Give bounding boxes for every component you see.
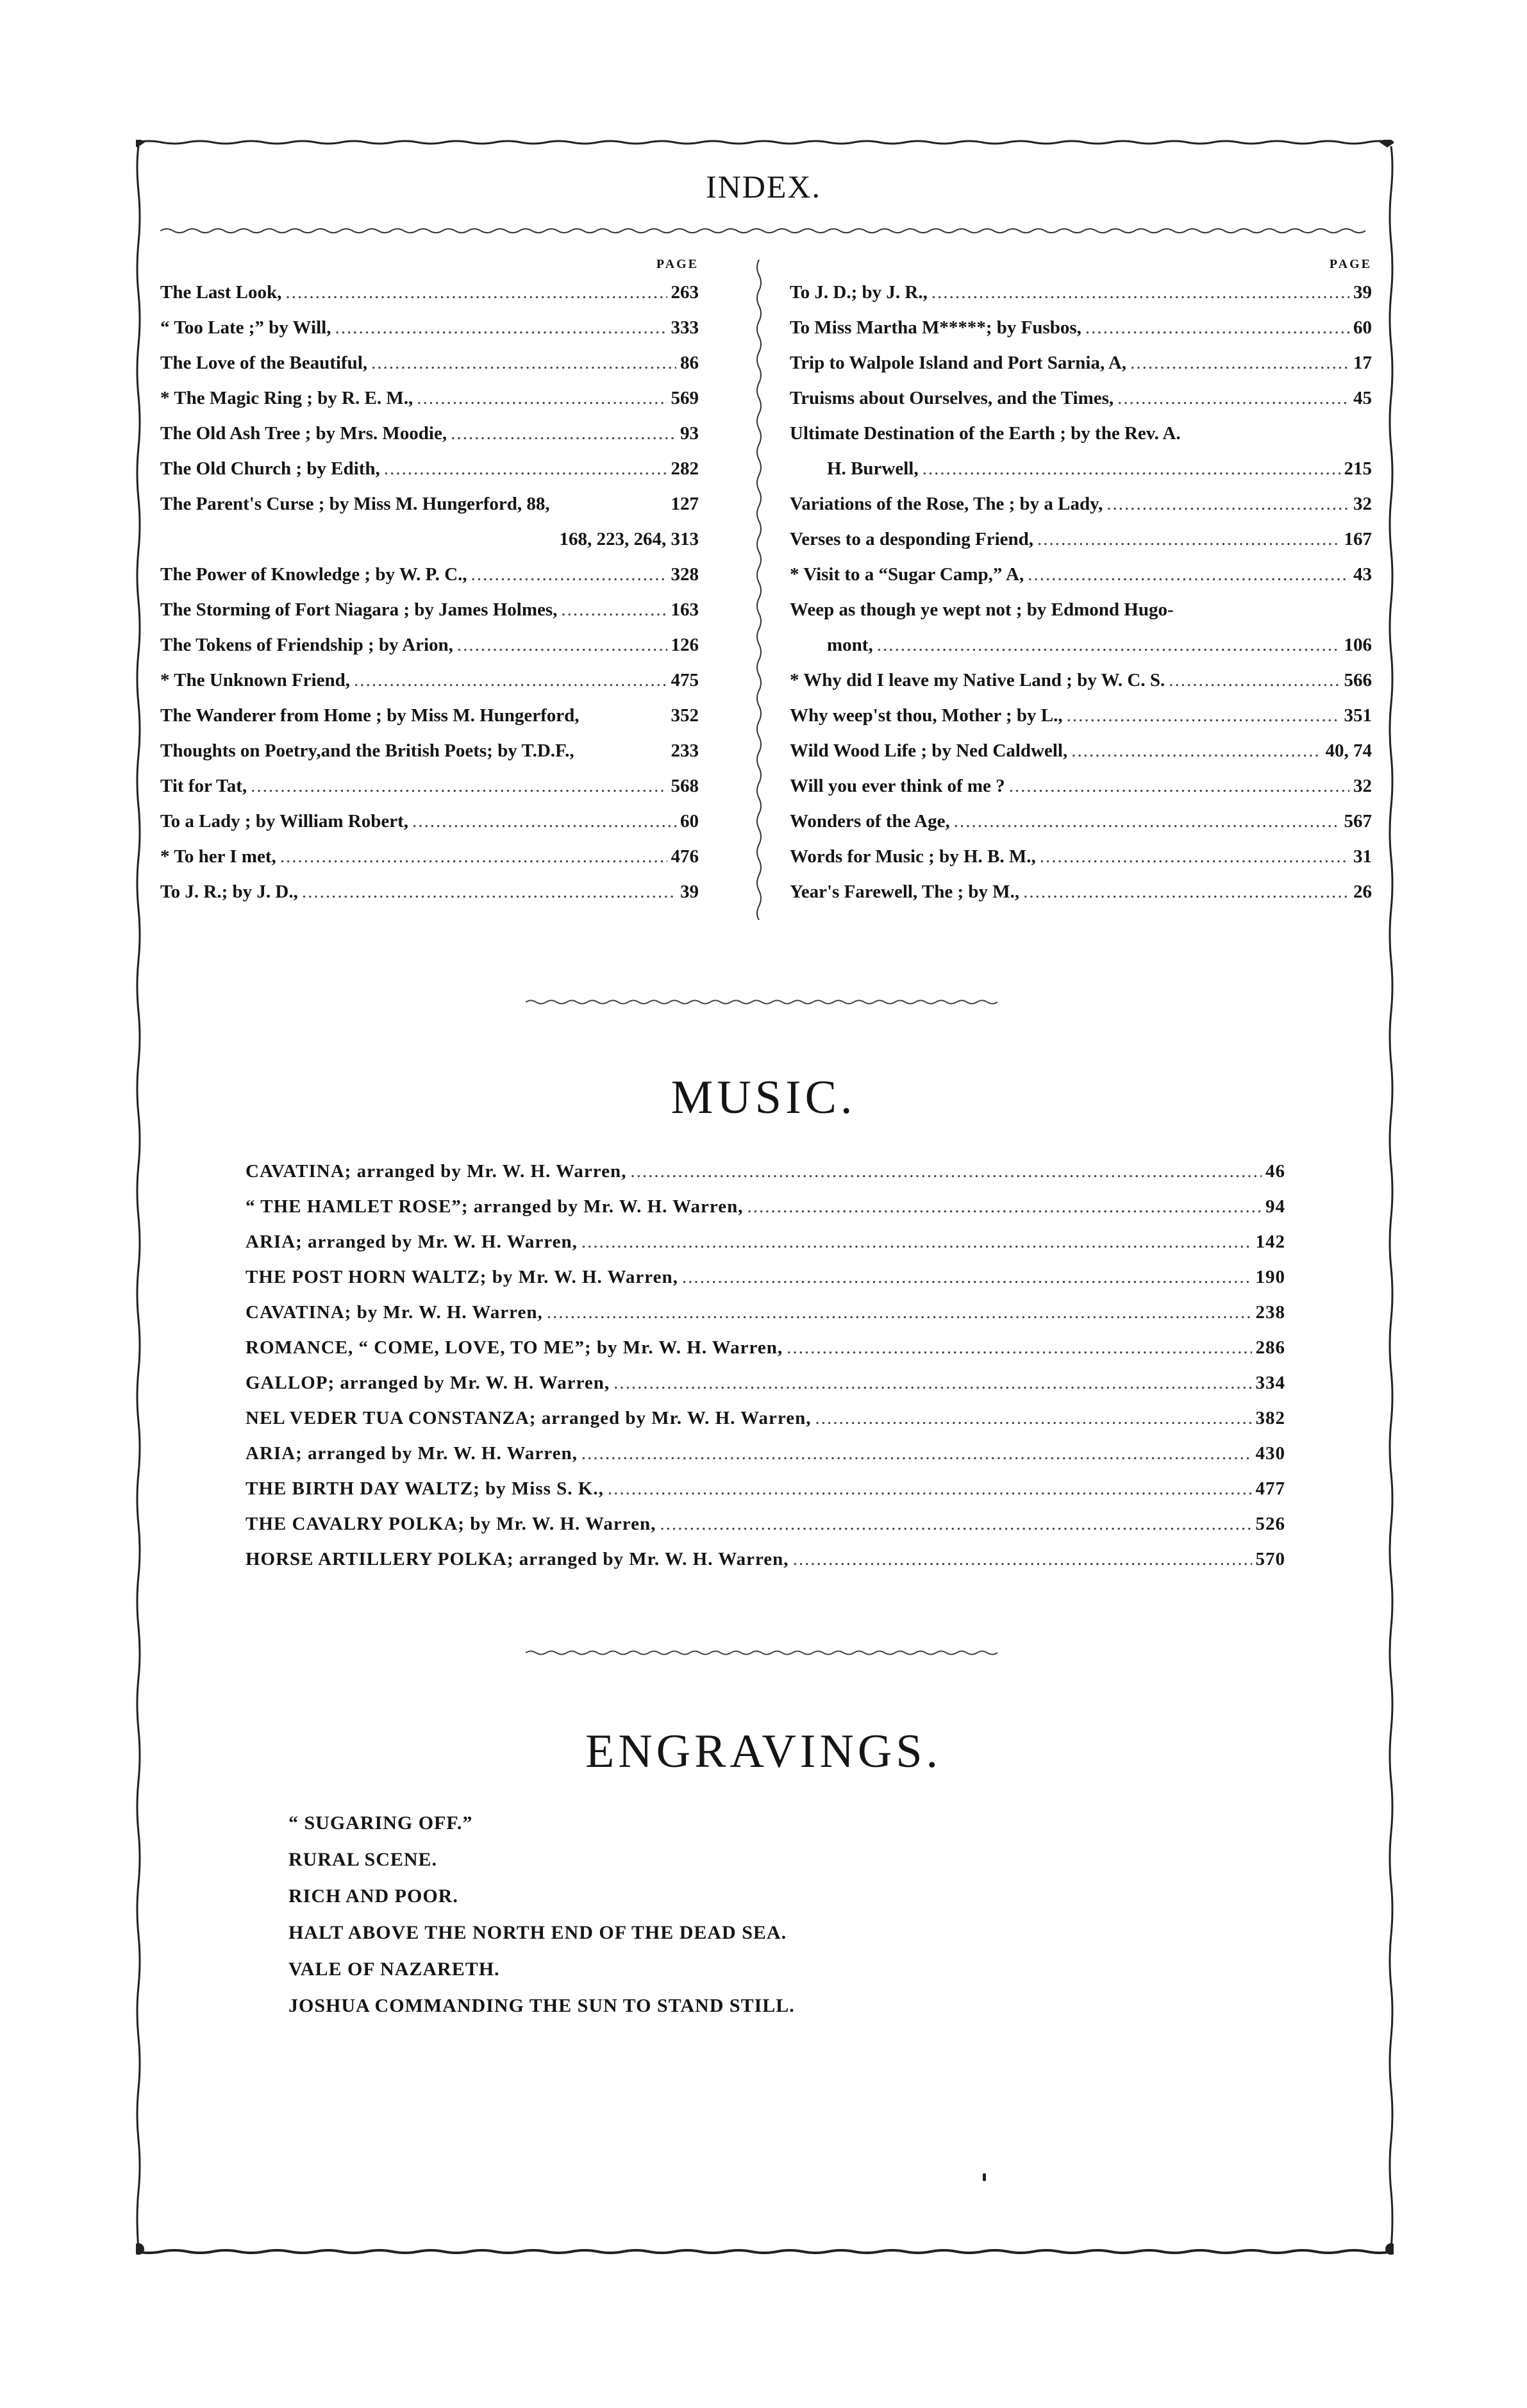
entry-title: Wonders of the Age, [790, 811, 950, 832]
entry-title: Ultimate Destination of the Earth ; by the Rev. A. [790, 423, 1181, 444]
index-entry [160, 487, 699, 522]
index-entry [160, 557, 699, 592]
index-entry [160, 804, 699, 839]
entry-title: The Tokens of Friendship ; by Arion, [160, 635, 453, 655]
entry-page-number: 168, 223, 264, 313 [559, 529, 699, 549]
entry-page-number: 570 [1255, 1549, 1285, 1569]
entry-page-number: 94 [1265, 1196, 1285, 1217]
music-entry [246, 1542, 1285, 1577]
entry-title: ARIA; arranged by Mr. W. H. Warren, [246, 1443, 578, 1464]
index-left-list [160, 275, 699, 910]
entry-title: Will you ever think of me ? [790, 776, 1005, 796]
index-entry [160, 451, 699, 487]
dot-leader [922, 451, 1340, 487]
index-divider [160, 226, 1372, 236]
entry-title: Year's Farewell, The ; by M., [790, 882, 1020, 902]
entry-page-number: 17 [1353, 353, 1372, 373]
dot-leader [285, 275, 667, 310]
entry-title: Variations of the Rose, The ; by a Lady, [790, 494, 1103, 514]
dot-leader [613, 1366, 1251, 1401]
index-entry [160, 346, 699, 381]
music-title: MUSIC. [671, 1071, 856, 1124]
entry-title: The Parent's Curse ; by Miss M. Hungerford, 88, [160, 494, 550, 514]
dot-leader [660, 1507, 1251, 1542]
dot-leader [787, 1330, 1251, 1366]
index-entry [160, 310, 699, 346]
entry-page-number: 26 [1353, 882, 1372, 902]
dot-leader [1130, 346, 1349, 381]
entry-title: * The Magic Ring ; by R. E. M., [160, 388, 413, 408]
entry-title: THE POST HORN WALTZ; by Mr. W. H. Warren, [246, 1267, 678, 1287]
entry-title: Weep as though ye wept not ; by Edmond Hugo- [790, 599, 1174, 620]
entry-page-number: 60 [1353, 317, 1372, 338]
entry-page-number: 32 [1353, 776, 1372, 796]
music-entry [246, 1507, 1285, 1542]
music-entry [246, 1189, 1285, 1225]
dot-leader [471, 557, 667, 592]
dot-leader [630, 1154, 1262, 1189]
index-title: INDEX. [705, 169, 822, 205]
index-entry [160, 416, 699, 451]
music-entry [246, 1471, 1285, 1507]
engravings-list [288, 1805, 1058, 2024]
index-entry [160, 874, 699, 910]
entry-page-number: 46 [1265, 1161, 1285, 1182]
column-separator [754, 260, 764, 920]
engraving-item: JOSHUA COMMANDING THE SUN TO STAND STILL. [288, 1995, 795, 2016]
entry-page-number: 282 [671, 458, 699, 479]
entry-page-number: 39 [1353, 282, 1372, 303]
dot-leader [451, 416, 676, 451]
dot-leader [335, 310, 667, 346]
entry-title: The Old Ash Tree ; by Mrs. Moodie, [160, 423, 447, 444]
engraving-item: VALE OF NAZARETH. [288, 1959, 500, 1980]
entry-page-number: 163 [671, 599, 699, 620]
index-entry [160, 275, 699, 310]
entry-page-number: 333 [671, 317, 699, 338]
entry-page-number: 32 [1353, 494, 1372, 514]
entry-title: Wild Wood Life ; by Ned Caldwell, [790, 740, 1068, 761]
index-entry [160, 839, 699, 874]
dot-leader [682, 1260, 1252, 1295]
entry-page-number: 167 [1344, 529, 1372, 549]
dot-leader [417, 381, 667, 416]
index-entry [160, 592, 699, 628]
entry-title: Thoughts on Poetry,and the British Poets; by T.D.F., [160, 740, 574, 761]
index-entry [790, 381, 1372, 416]
entry-page-number: 127 [671, 494, 699, 514]
entry-title: To J. D.; by J. R., [790, 282, 928, 303]
index-entry [160, 663, 699, 698]
index-entry [160, 698, 699, 733]
music-entry [246, 1295, 1285, 1330]
entry-page-number: 43 [1353, 564, 1372, 585]
dot-leader [1067, 698, 1340, 733]
entry-page-number: 60 [680, 811, 699, 832]
entry-title: The Storming of Fort Niagara ; by James Holmes, [160, 599, 558, 620]
dot-leader [302, 874, 676, 910]
entry-title: Verses to a desponding Friend, [790, 529, 1034, 549]
dot-leader [1085, 310, 1349, 346]
music-entry [246, 1401, 1285, 1436]
entry-title: The Love of the Beautiful, [160, 353, 368, 373]
entry-page-number: 93 [680, 423, 699, 444]
entry-page-number: 569 [671, 388, 699, 408]
music-entry [246, 1260, 1285, 1295]
entry-page-number: 430 [1255, 1443, 1285, 1464]
index-entry [790, 451, 1372, 487]
entry-title: To a Lady ; by William Robert, [160, 811, 408, 832]
dot-leader [1009, 769, 1349, 804]
index-entry [790, 522, 1372, 557]
entry-title: THE BIRTH DAY WALTZ; by Miss S. K., [246, 1478, 604, 1499]
entry-title: ARIA; arranged by Mr. W. H. Warren, [246, 1232, 578, 1252]
dot-leader [412, 804, 676, 839]
engraving-item: RICH AND POOR. [288, 1885, 458, 1907]
index-entry [160, 769, 699, 804]
index-entry [790, 698, 1372, 733]
entry-title: The Wanderer from Home ; by Miss M. Hungerford, [160, 705, 580, 726]
entry-page-number: 31 [1353, 846, 1372, 867]
index-entry [160, 733, 699, 769]
entry-title: Why weep'st thou, Mother ; by L., [790, 705, 1063, 726]
dot-leader [581, 1436, 1252, 1471]
index-entry [790, 839, 1372, 874]
entry-title: * Why did I leave my Native Land ; by W. C. S. [790, 670, 1165, 690]
dot-leader [384, 451, 667, 487]
dot-leader [1040, 839, 1349, 874]
entry-page-number: 477 [1255, 1478, 1285, 1499]
index-entry [790, 592, 1372, 628]
engraving-item: HALT ABOVE THE NORTH END OF THE DEAD SEA. [288, 1922, 787, 1943]
entry-page-number: 126 [671, 635, 699, 655]
music-list [246, 1154, 1285, 1577]
dot-leader [354, 663, 667, 698]
entry-page-number: 352 [671, 705, 699, 726]
entry-page-number: 476 [671, 846, 699, 867]
entry-page-number: 328 [671, 564, 699, 585]
entry-page-number: 526 [1255, 1514, 1285, 1534]
music-entry [246, 1225, 1285, 1260]
index-entry [160, 381, 699, 416]
entry-title: To Miss Martha M*****; by Fusbos, [790, 317, 1081, 338]
entry-page-number: 334 [1255, 1373, 1285, 1393]
music-entry [246, 1154, 1285, 1189]
entry-page-number: 215 [1344, 458, 1372, 479]
entry-title: THE CAVALRY POLKA; by Mr. W. H. Warren, [246, 1514, 656, 1534]
entry-title: CAVATINA; by Mr. W. H. Warren, [246, 1302, 543, 1323]
entry-page-number: 233 [671, 740, 699, 761]
entry-title: * To her I met, [160, 846, 276, 867]
dot-leader [815, 1401, 1252, 1436]
index-entry [790, 310, 1372, 346]
dot-leader [1117, 381, 1349, 416]
index-entry [790, 346, 1372, 381]
dot-leader [371, 346, 676, 381]
entry-title: “ THE HAMLET ROSE”; arranged by Mr. W. H. Warren, [246, 1196, 744, 1217]
entry-title: The Power of Knowledge ; by W. P. C., [160, 564, 467, 585]
dot-leader [457, 628, 667, 663]
entry-page-number: 567 [1344, 811, 1372, 832]
dot-leader [1023, 874, 1349, 910]
entry-title: CAVATINA; arranged by Mr. W. H. Warren, [246, 1161, 627, 1182]
entry-title: * Visit to a “Sugar Camp,” A, [790, 564, 1024, 585]
index-entry [790, 275, 1372, 310]
index-right-list [790, 275, 1372, 910]
index-entry [160, 522, 699, 557]
dot-leader [747, 1189, 1262, 1225]
dot-leader [561, 592, 667, 628]
entry-page-number: 40, 74 [1325, 740, 1372, 761]
index-entry [790, 733, 1372, 769]
entry-page-number: 263 [671, 282, 699, 303]
index-entry [790, 663, 1372, 698]
index-entry [790, 874, 1372, 910]
dot-leader [877, 628, 1340, 663]
engraving-item: “ SUGARING OFF.” [288, 1812, 473, 1834]
entry-title: mont, [827, 635, 873, 655]
music-entry [246, 1366, 1285, 1401]
index-entry [790, 557, 1372, 592]
entry-title: NEL VEDER TUA CONSTANZA; arranged by Mr. W. H. Warren, [246, 1408, 812, 1428]
ink-speck [983, 2173, 986, 2181]
entry-page-number: 86 [680, 353, 699, 373]
engravings-title: ENGRAVINGS. [585, 1725, 942, 1778]
music-divider [526, 997, 1000, 1007]
dot-leader [1169, 663, 1340, 698]
page-column-header: PAGE [656, 257, 699, 271]
music-entry [246, 1436, 1285, 1471]
entry-title: HORSE ARTILLERY POLKA; arranged by Mr. W. H. Warren, [246, 1549, 789, 1569]
index-entry [790, 416, 1372, 451]
dot-leader [793, 1542, 1252, 1577]
index-entry [160, 628, 699, 663]
entry-page-number: 286 [1255, 1337, 1285, 1358]
dot-leader [931, 275, 1349, 310]
index-entry [790, 769, 1372, 804]
entry-title: ROMANCE, “ COME, LOVE, TO ME”; by Mr. W. H. Warren, [246, 1337, 783, 1358]
entry-title: “ Too Late ;” by Will, [160, 317, 331, 338]
entry-title: Words for Music ; by H. B. M., [790, 846, 1036, 867]
entry-title: Tit for Tat, [160, 776, 247, 796]
dot-leader [547, 1295, 1252, 1330]
entry-page-number: 45 [1353, 388, 1372, 408]
entry-page-number: 351 [1344, 705, 1372, 726]
entry-title: GALLOP; arranged by Mr. W. H. Warren, [246, 1373, 610, 1393]
entry-title: Truisms about Ourselves, and the Times, [790, 388, 1114, 408]
entry-page-number: 475 [671, 670, 699, 690]
entry-title: * The Unknown Friend, [160, 670, 350, 690]
index-entry [790, 804, 1372, 839]
entry-page-number: 238 [1255, 1302, 1285, 1323]
dot-leader [1037, 522, 1340, 557]
dot-leader [1028, 557, 1349, 592]
engraving-item: RURAL SCENE. [288, 1849, 438, 1870]
entry-title: The Last Look, [160, 282, 282, 303]
index-entry [790, 628, 1372, 663]
entry-title: To J. R.; by J. D., [160, 882, 298, 902]
entry-title: H. Burwell, [827, 458, 919, 479]
dot-leader [954, 804, 1340, 839]
entry-page-number: 39 [680, 882, 699, 902]
dot-leader [280, 839, 667, 874]
dot-leader [581, 1225, 1252, 1260]
dot-leader [1106, 487, 1349, 522]
engravings-divider [526, 1648, 1000, 1658]
entry-page-number: 106 [1344, 635, 1372, 655]
entry-page-number: 142 [1255, 1232, 1285, 1252]
entry-page-number: 566 [1344, 670, 1372, 690]
entry-title: The Old Church ; by Edith, [160, 458, 380, 479]
page-column-header: PAGE [1329, 257, 1372, 271]
dot-leader [1071, 733, 1321, 769]
index-left-column [160, 253, 699, 910]
index-entry [790, 487, 1372, 522]
dot-leader [608, 1471, 1252, 1507]
music-entry [246, 1330, 1285, 1366]
entry-page-number: 382 [1255, 1408, 1285, 1428]
index-right-column [790, 253, 1372, 910]
entry-page-number: 190 [1255, 1267, 1285, 1287]
dot-leader [251, 769, 667, 804]
entry-page-number: 568 [671, 776, 699, 796]
entry-title: Trip to Walpole Island and Port Sarnia, A, [790, 353, 1127, 373]
